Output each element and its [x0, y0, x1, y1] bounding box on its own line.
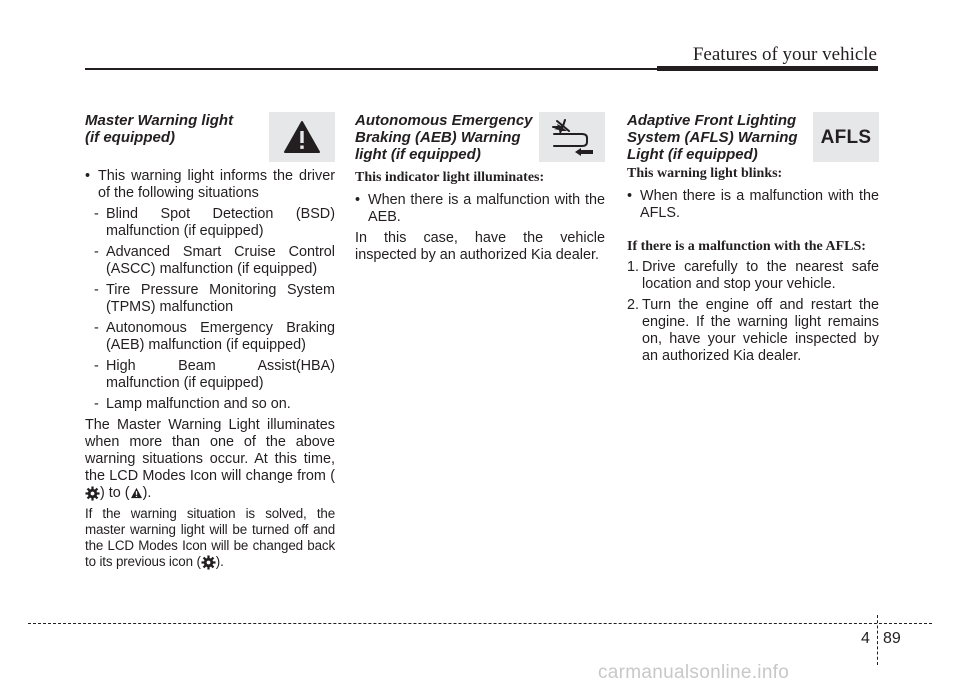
list-item: - Autonomous Emergency Braking (AEB) malfunction (if equipped)	[94, 320, 335, 353]
warning-triangle-icon	[130, 487, 143, 499]
subheading: This warning light blinks:	[627, 166, 783, 181]
header-rule-accent	[657, 66, 878, 71]
subheading: This indicator light illuminates:	[355, 170, 545, 185]
list-item: - Tire Pressure Monitoring System (TPMS) malfunction	[94, 282, 335, 315]
running-header-title: Features of your vehicle	[692, 44, 877, 65]
paragraph: If the warning situation is solved, the master warning light will be turned off and the LCD Modes Icon will be changed back to its previous icon ( ).	[85, 506, 335, 569]
aeb-collision-warning-icon	[539, 112, 605, 162]
page-number: 89	[883, 630, 901, 647]
afls-warning-section	[627, 112, 879, 369]
footer-divider	[877, 615, 878, 665]
gear-icon	[201, 555, 216, 570]
gear-icon	[85, 486, 100, 501]
list-item: 2. Turn the engine off and restart the engine. If the warning light remains on, have your vehicle inspected by an authorized Kia dealer.	[627, 297, 879, 364]
section-heading: Autonomous Emergency Braking (AEB) Warning light (if equipped)	[355, 112, 533, 163]
afls-icon: AFLS	[813, 112, 879, 162]
list-item: - Lamp malfunction and so on.	[94, 396, 291, 412]
bullet-item: • When there is a malfunction with the AEB.	[355, 192, 605, 226]
bullet-item: • This warning light informs the driver of the following situations	[85, 168, 335, 202]
list-item: - Advanced Smart Cruise Control (ASCC) malfunction (if equipped)	[94, 244, 335, 277]
master-warning-section	[85, 112, 335, 574]
aeb-warning-section	[355, 112, 605, 268]
section-heading: Master Warning light (if equipped)	[85, 112, 234, 146]
section-heading: Adaptive Front Lighting System (AFLS) Warning Light (if equipped)	[627, 112, 798, 163]
paragraph: The Master Warning Light illuminates when more than one of the above warning situations occur. At this time, the LCD Modes Icon will change from () to ( ).	[85, 417, 335, 501]
paragraph: In this case, have the vehicle inspected by an authorized Kia dealer.	[355, 230, 605, 263]
bullet-item: • When there is a malfunction with the AFLS.	[627, 188, 879, 222]
master-warning-triangle-icon	[269, 112, 335, 162]
list-item: - Blind Spot Detection (BSD) malfunction (if equipped)	[94, 206, 335, 239]
subheading: If there is a malfunction with the AFLS:	[627, 239, 866, 254]
footer-rule	[28, 623, 932, 624]
watermark: carmanualsonline.info	[598, 662, 790, 683]
chapter-number: 4	[861, 630, 870, 647]
list-item: 1. Drive carefully to the nearest safe location and stop your vehicle.	[627, 259, 879, 292]
list-item: - High Beam Assist(HBA) malfunction (if equipped)	[94, 358, 335, 391]
